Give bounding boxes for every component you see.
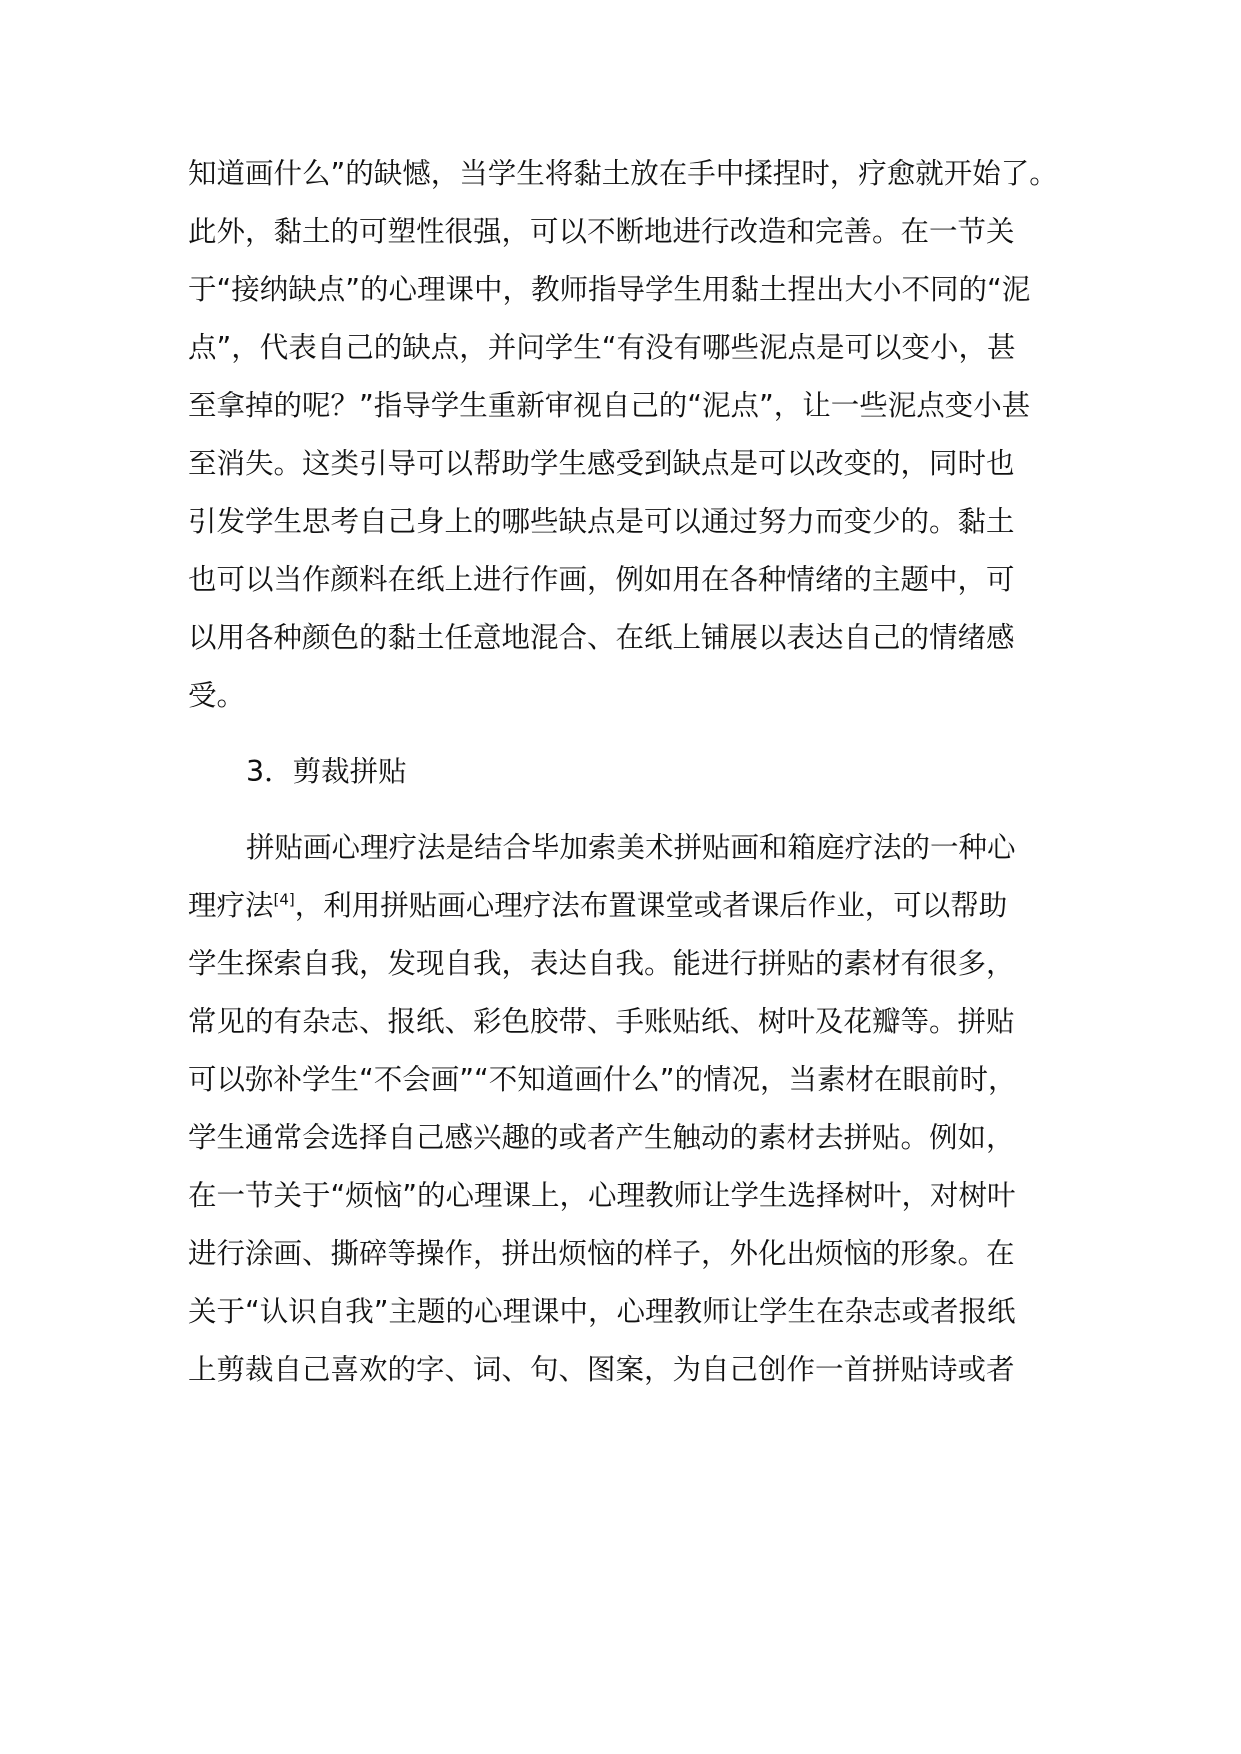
body-text-line: 进行涂画、撕碎等操作，拼出烦恼的样子，外化出烦恼的形象。在: [188, 1237, 1015, 1270]
body-text-line: 受。: [188, 679, 246, 712]
body-text-line: 至消失。这类引导可以帮助学生感受到缺点是可以改变的，同时也: [188, 447, 1015, 480]
body-text-line: 学生通常会选择自己感兴趣的或者产生触动的素材去拼贴。例如，: [188, 1121, 1015, 1154]
body-text-line: 点”，代表自己的缺点，并问学生“有没有哪些泥点是可以变小，甚: [188, 331, 1016, 364]
body-text-line: 可以弥补学生“不会画”“不知道画什么”的情况，当素材在眼前时，: [188, 1063, 1017, 1096]
body-text-segment: ，利用拼贴画心理疗法布置课堂或者课后作业，可以帮助: [294, 889, 1008, 922]
body-text-line: 上剪裁自己喜欢的字、词、句、图案，为自己创作一首拼贴诗或者: [188, 1353, 1015, 1386]
body-text-line: 也可以当作颜料在纸上进行作画，例如用在各种情绪的主题中，可: [188, 563, 1015, 596]
body-text-line: 此外，黏土的可塑性很强，可以不断地进行改造和完善。在一节关: [188, 215, 1015, 248]
body-text-segment: 理疗法: [188, 889, 274, 922]
body-text-line: 知道画什么”的缺憾，当学生将黏土放在手中揉捏时，疗愈就开始了。: [188, 157, 1058, 190]
body-text-line: 关于“认识自我”主题的心理课中，心理教师让学生在杂志或者报纸: [188, 1295, 1016, 1328]
body-text-line: 在一节关于“烦恼”的心理课上，心理教师让学生选择树叶，对树叶: [188, 1179, 1016, 1212]
body-text-line: 至拿掉的呢？”指导学生重新审视自己的“泥点”，让一些泥点变小甚: [188, 389, 1031, 422]
body-text-line: 学生探索自我，发现自我，表达自我。能进行拼贴的素材有很多，: [188, 947, 1015, 980]
body-text-line: 于“接纳缺点”的心理课中，教师指导学生用黏土捏出大小不同的“泥: [188, 273, 1031, 306]
body-text-line: 拼贴画心理疗法是结合毕加索美术拼贴画和箱庭疗法的一种心: [246, 831, 1016, 864]
section-heading: 3．剪裁拼贴: [246, 755, 407, 788]
body-text-line: 常见的有杂志、报纸、彩色胶带、手账贴纸、树叶及花瓣等。拼贴: [188, 1005, 1015, 1038]
body-text-line: [188, 874, 1068, 938]
citation-reference: [4]: [273, 890, 295, 909]
body-text-line: 以用各种颜色的黏土任意地混合、在纸上铺展以表达自己的情绪感: [188, 621, 1015, 654]
body-text-line: 引发学生思考自己身上的哪些缺点是可以通过努力而变少的。黏土: [188, 505, 1015, 538]
